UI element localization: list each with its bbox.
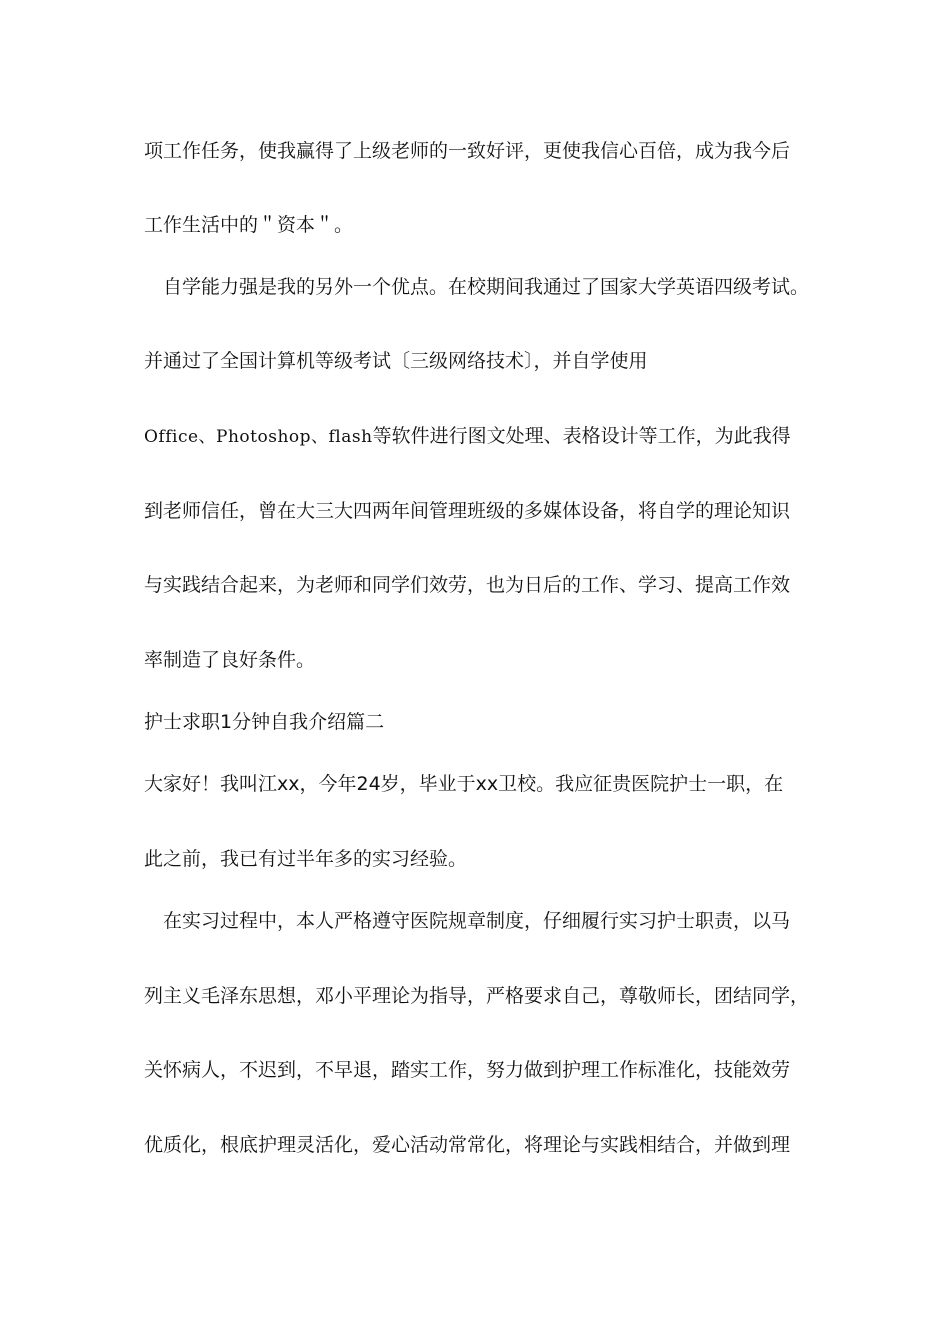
software-names: Office、Photoshop、flash	[144, 427, 373, 447]
text-line-11: 在实习过程中，本人严格遵守医院规章制度，仔细履行实习护士职责，以马	[144, 910, 791, 932]
software-line-rest: 等软件进行图文处理、表格设计等工作，为此我得	[372, 425, 791, 447]
text-line-14: 优质化，根底护理灵活化，爱心活动常常化，将理论与实践相结合，并做到理	[144, 1134, 791, 1156]
text-line-6: 到老师信任，曾在大三大四两年间管理班级的多媒体设备，将自学的理论知识	[144, 500, 791, 522]
text-line-8: 率制造了良好条件。	[144, 649, 316, 671]
text-line-9: 大家好！我叫江xx，今年24岁，毕业于xx卫校。我应征贵医院护士一职，在	[144, 773, 784, 795]
text-line-7: 与实践结合起来，为老师和同学们效劳，也为日后的工作、学习、提高工作效	[144, 574, 791, 596]
text-line-2: 工作生活中的＂资本＂。	[144, 214, 354, 236]
text-line-5	[144, 423, 824, 450]
text-line-1: 项工作任务，使我赢得了上级老师的一致好评，更使我信心百倍，成为我今后	[144, 140, 791, 162]
text-line-12: 列主义毛泽东思想，邓小平理论为指导，严格要求自己，尊敬师长，团结同学，	[144, 985, 810, 1007]
text-line-3: 自学能力强是我的另外一个优点。在校期间我通过了国家大学英语四级考试。	[144, 276, 810, 298]
section-heading: 护士求职1分钟自我介绍篇二	[144, 711, 385, 733]
text-line-10: 此之前，我已有过半年多的实习经验。	[144, 848, 468, 870]
text-line-13: 关怀病人，不迟到，不早退，踏实工作，努力做到护理工作标准化，技能效劳	[144, 1059, 791, 1081]
text-line-4: 并通过了全国计算机等级考试〔三级网络技术〕，并自学使用	[144, 350, 648, 372]
